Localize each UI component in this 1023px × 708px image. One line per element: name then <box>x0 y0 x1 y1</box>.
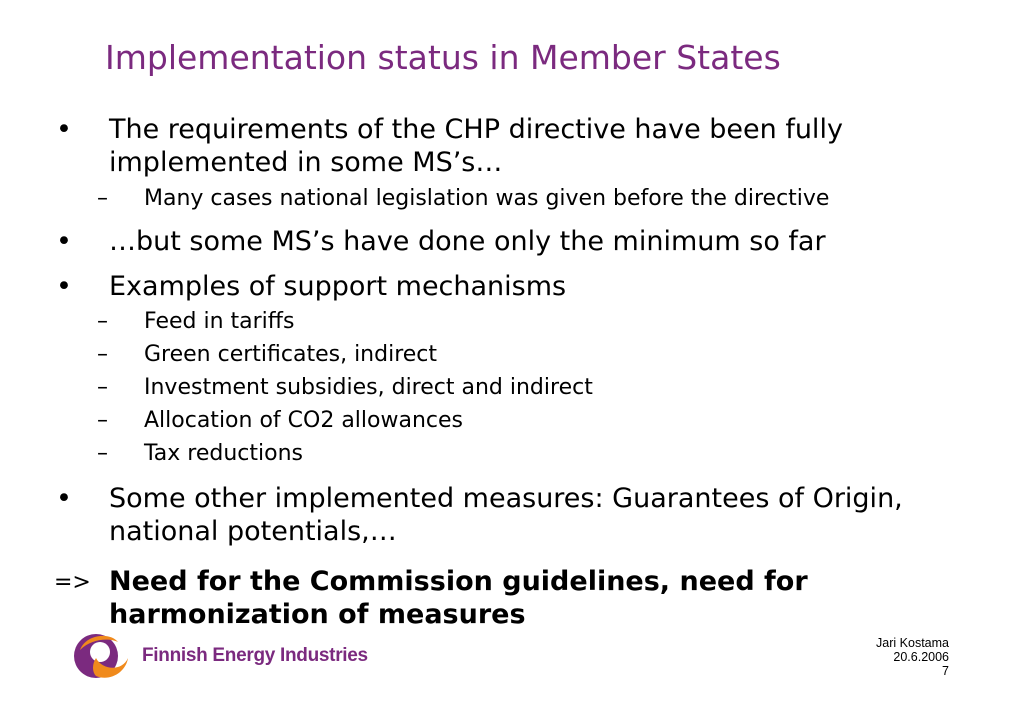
sub-bullet-text: Investment subsidies, direct and indirect <box>144 375 593 400</box>
slide-title: Implementation status in Member States <box>105 38 781 77</box>
bullet-text: The requirements of the CHP directive have been fully implemented in some MS’s… <box>109 114 843 178</box>
footer-date: 20.6.2006 <box>893 650 949 664</box>
sub-bullet-marker: – <box>97 342 108 367</box>
bullet-marker: • <box>56 114 72 145</box>
bullet-marker: • <box>56 271 72 302</box>
sub-bullet-text: Green certificates, indirect <box>144 342 438 367</box>
bullet-marker: • <box>56 226 72 257</box>
conclusion-text: Need for the Commission guidelines, need for harmonization of measures <box>109 566 808 630</box>
bullet-text: Examples of support mechanisms <box>109 271 567 302</box>
slide-footer <box>876 636 949 678</box>
sub-bullet-marker: – <box>97 375 108 400</box>
bullet-text: Some other implemented measures: Guarantees of Origin, national potentials,… <box>109 483 903 547</box>
sub-bullet-text: Tax reductions <box>144 441 303 466</box>
logo-text: Finnish Energy Industries <box>142 645 368 666</box>
bullet-text: …but some MS’s have done only the minimum so far <box>109 226 826 257</box>
sub-bullet-marker: – <box>97 408 108 433</box>
sub-bullet-text: Feed in tariffs <box>144 309 295 334</box>
conclusion-marker: => <box>54 570 91 595</box>
sub-bullet-marker: – <box>97 186 108 211</box>
sub-bullet-text: Many cases national legislation was given before the directive <box>144 186 830 211</box>
sub-bullet-marker: – <box>97 309 108 334</box>
sub-bullet-text: Allocation of CO2 allowances <box>144 408 463 433</box>
footer-author: Jari Kostama <box>876 636 949 650</box>
finnish-energy-industries-logo-icon <box>66 628 132 682</box>
footer-page-number: 7 <box>942 664 949 678</box>
sub-bullet-marker: – <box>97 441 108 466</box>
bullet-marker: • <box>56 483 72 514</box>
